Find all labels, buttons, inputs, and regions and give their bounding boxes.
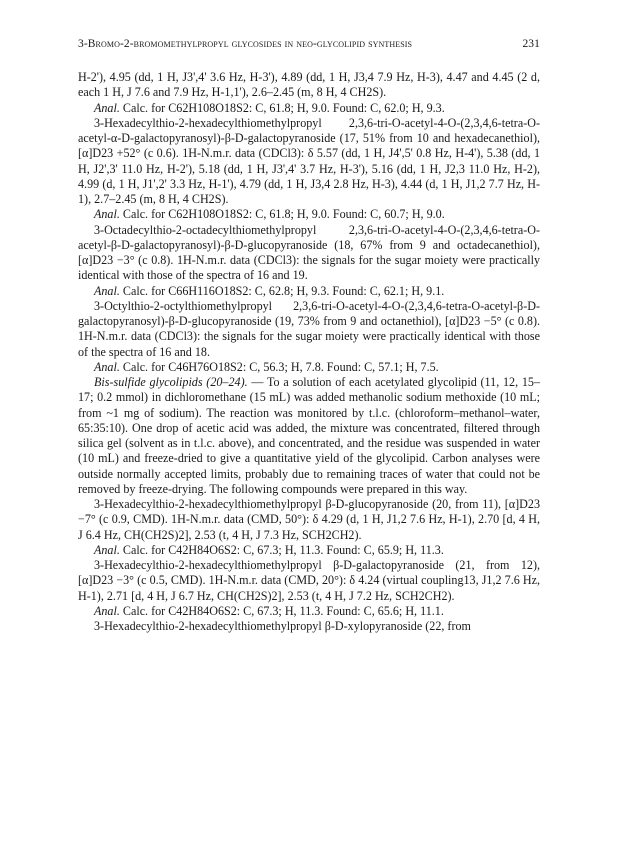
analysis-label: Anal.	[94, 100, 120, 115]
analysis-label: Anal.	[94, 207, 120, 222]
elemental-analysis	[78, 284, 540, 299]
paragraph-text: 3-Hexadecylthio-2-hexadecylthiomethylpropyl 2,3,6-tri-O-acetyl-4-O-(2,3,4,6-tetra-O-acetyl-α-D-galactopyranosyl)-β-D-galactopyranoside (17, 51% from 10 and hexadecanethiol), [α]D23 +52° (c 0.6). 1H-N.m.r. data (CDCl3): δ 5.57 (dd, 1 H, J4',5' 0.8 Hz, H-4'), 5.38 (dd, 1 H, J2',3' 11.0 Hz, H-2'), 5.18 (dd, 1 H, J3',4' 3.7 Hz, H-3'), 5.16 (dd, 1 H, J2,3 11.0 Hz, H-2), 4.99 (d, 1 H, J1',2' 3.3 Hz, H-1'), 4.79 (dd, 1 H, J3,4 2.8 Hz, H-3), 4.44 (d, 1 H, J1,2 7.7 Hz, H-1), 2.7–2.45 (m, 8 H, 4 CH2S).	[78, 115, 540, 206]
paragraph	[78, 70, 540, 101]
analysis-label: Anal.	[94, 359, 120, 374]
elemental-analysis	[78, 604, 540, 619]
paragraph-text: 3-Octadecylthio-2-octadecylthiomethylpropyl 2,3,6-tri-O-acetyl-4-O-(2,3,4,6-tetra-O-acetyl-β-D-galactopyranosyl)-β-D-glucopyranoside (18, 67% from 9 and octadecanethiol), [α]D23 −3° (c 0.8). 1H-N.m.r. data (CDCl3): the signals for the sugar moiety were practically identical with those of the spectra of 16 and 19.	[78, 222, 540, 283]
section-heading: Bis-sulfide glycolipids (20–24).	[94, 375, 248, 389]
analysis-text: Calc. for C46H76O18S2: C, 56.3; H, 7.8. Found: C, 57.1; H, 7.5.	[119, 359, 439, 374]
paragraph-text: 3-Hexadecylthio-2-hexadecylthiomethylpropyl β-D-galactopyranoside (21, from 12), [α]D23 −3° (c 0.5, CMD). 1H-N.m.r. data (CMD, 20°): δ 4.24 (virtual coupling13, J1,2 7.6 Hz, H-1), 2.71 [d, 4 H, J 6.7 Hz, CH(CH2S)2], 2.53 (t, 4 H, J 7.2 Hz, SCH2CH2).	[78, 558, 540, 603]
elemental-analysis	[78, 543, 540, 558]
elemental-analysis	[78, 207, 540, 222]
analysis-label: Anal.	[94, 283, 120, 298]
compound-paragraph	[78, 497, 540, 543]
paragraph-text: 3-Hexadecylthio-2-hexadecylthiomethylpropyl β-D-glucopyranoside (20, from 11), [α]D23 −7° (c 0.9, CMD). 1H-N.m.r. data (CMD, 50°): δ 4.29 (d, 1 H, J1,2 7.6 Hz, H-1), 2.70 [d, 4 H, J 6.4 Hz, CH(CH2S)2], 2.53 (t, 4 H, J 7.3 Hz, SCH2CH2).	[78, 497, 540, 542]
paragraph-text: — To a solution of each acetylated glycolipid (11, 12, 15–17; 0.2 mmol) in dichloromethane (15 mL) was added methanolic sodium methoxide (10 mL; from ~1 mg of sodium). The reaction was monitored by t.l.c. (chloroform–methanol–water, 65:35:10). One drop of acetic acid was added, the mixture was concentrated, filtered through silica gel (solvent as in t.l.c. above), and concentrated, and the residue was suspended in water (10 mL) and freeze-dried to give a quantitative yield of the glycolipid. Carbon analyses were outside normally accepted limits, probably due to remaining traces of water that could not be removed by freeze-drying. The following compounds were prepared in this way.	[78, 375, 540, 496]
running-header	[78, 38, 540, 50]
compound-paragraph	[78, 299, 540, 360]
compound-paragraph	[78, 558, 540, 604]
section-paragraph	[78, 375, 540, 497]
compound-paragraph	[78, 116, 540, 208]
journal-page	[78, 38, 540, 634]
compound-paragraph	[78, 223, 540, 284]
running-title: 3-Bromo-2-bromomethylpropyl glycosides in neo-glycolipid synthesis	[78, 38, 413, 50]
analysis-text: Calc. for C42H84O6S2: C, 67.3; H, 11.3. Found: C, 65.6; H, 11.1.	[119, 603, 444, 618]
compound-paragraph	[78, 619, 540, 634]
analysis-label: Anal.	[94, 542, 120, 557]
paragraph-text: 3-Hexadecylthio-2-hexadecylthiomethylpropyl β-D-xylopyranoside (22, from	[94, 619, 471, 633]
analysis-text: Calc. for C66H116O18S2: C, 62.8; H, 9.3. Found: C, 62.1; H, 9.1.	[119, 283, 445, 298]
analysis-text: Calc. for C62H108O18S2: C, 61.8; H, 9.0. Found: C, 60.7; H, 9.0.	[119, 207, 445, 222]
paragraph-text: H-2'), 4.95 (dd, 1 H, J3',4' 3.6 Hz, H-3'), 4.89 (dd, 1 H, J3,4 7.9 Hz, H-3), 4.47 and 4.45 (2 d, each 1 H, J 7.6 and 7.9 Hz, H-1,1'), 2.6–2.45 (m, 8 H, 4 CH2S).	[78, 70, 540, 100]
elemental-analysis	[78, 101, 540, 116]
page-number: 231	[522, 38, 540, 50]
article-body	[78, 70, 540, 634]
analysis-label: Anal.	[94, 603, 120, 618]
analysis-text: Calc. for C42H84O6S2: C, 67.3; H, 11.3. Found: C, 65.9; H, 11.3.	[119, 542, 444, 557]
paragraph-text: 3-Octylthio-2-octylthiomethylpropyl 2,3,6-tri-O-acetyl-4-O-(2,3,4,6-tetra-O-acetyl-β-D-galactopyranosyl)-β-D-glucopyranoside (19, 73% from 9 and octanethiol), [α]D23 −5° (c 0.8). 1H-N.m.r. data (CDCl3): the signals for the sugar moiety were practically identical with those of the spectra of 16 and 18.	[78, 298, 540, 359]
analysis-text: Calc. for C62H108O18S2: C, 61.8; H, 9.0. Found: C, 62.0; H, 9.3.	[119, 100, 445, 115]
elemental-analysis	[78, 360, 540, 375]
